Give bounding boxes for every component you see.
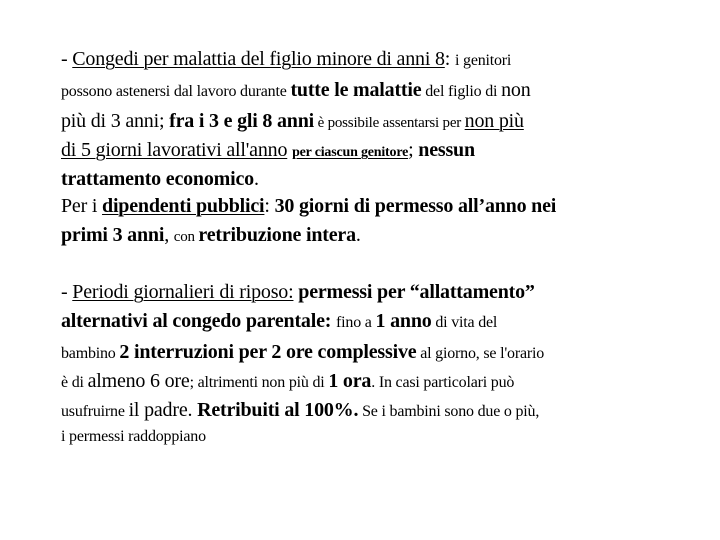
emphasis-tutte-malattie: tutte le malattie [290, 79, 422, 101]
text-run: . [355, 224, 361, 246]
text-run-almeno-6-ore: almeno 6 ore [87, 370, 190, 392]
emphasis-2: 2 [119, 341, 135, 363]
dash: - [61, 281, 73, 303]
text-run: più di 3 anni [61, 110, 159, 132]
underlined-per-ciascun-genitore: per ciascun genitore [292, 145, 409, 160]
text-run: ; [158, 110, 170, 132]
text-run: bambino [61, 345, 120, 362]
text-run: i genitori [454, 52, 512, 69]
text-run: , [164, 224, 174, 246]
text-line [61, 428, 206, 446]
text-line [61, 195, 556, 218]
text-line [61, 370, 514, 393]
underlined-dipendenti-pubblici: dipendenti pubblici [102, 195, 265, 217]
emphasis-interruzioni: interruzioni per 2 ore complessive [134, 341, 417, 363]
text-line [61, 224, 361, 247]
emphasis-retribuiti-100: Retribuiti al 100%. [197, 399, 359, 421]
text-run: è di [61, 374, 88, 391]
text-line [61, 139, 475, 162]
dash: - [61, 48, 73, 70]
emphasis-retribuzione-intera: retribuzione intera [198, 224, 356, 246]
text-run: ; [408, 139, 419, 161]
text-run: possono astenersi dal lavoro durante [61, 83, 291, 100]
text-run: fino a [336, 314, 376, 331]
text-run-il-padre: il padre. [128, 399, 198, 421]
underlined-5-giorni: di 5 giorni lavorativi all'anno [61, 139, 288, 161]
emphasis-alternativi: alternativi al congedo parentale: [61, 310, 337, 332]
heading-periodi-riposo: Periodi giornalieri di riposo: [72, 281, 294, 303]
emphasis-primi-3-anni: primi 3 anni [61, 224, 165, 246]
emphasis-fra-3-8-anni: fra i 3 e gli 8 anni [169, 110, 315, 132]
text-run: : [264, 195, 275, 217]
text-run: ; altrimenti non più di [189, 374, 329, 391]
text-line [61, 341, 544, 364]
text-line [61, 310, 497, 333]
emphasis-1-ora: 1 ora [328, 370, 372, 392]
text-run: . In casi particolari può [371, 374, 515, 391]
emphasis-nessun: nessun [418, 139, 475, 161]
text-run: non [501, 79, 531, 101]
text-run: . [253, 168, 259, 190]
heading-congedi-malattia: Congedi per malattia del figlio minore di anni 8 [72, 48, 445, 70]
text-run: i permessi raddoppiano [61, 428, 206, 445]
text-run: di vita del [431, 314, 498, 331]
text-run: Se i bambini sono due o più, [358, 403, 540, 420]
emphasis-30-giorni: 30 giorni di permesso all’anno nei [274, 195, 557, 217]
text-run: Per i [61, 195, 103, 217]
emphasis-allattamento: permessi per “allattamento” [298, 281, 535, 303]
text-line [61, 281, 535, 304]
text-run: del figlio di [421, 83, 502, 100]
text-line [61, 168, 259, 191]
text-run: è possibile assentarsi per [314, 115, 465, 131]
emphasis-1-anno: 1 anno [375, 310, 432, 332]
underlined-non-piu: non più [464, 110, 524, 132]
text-line [61, 48, 511, 71]
colon: : [444, 48, 455, 70]
text-run: al giorno, se l'orario [416, 345, 545, 362]
text-line [61, 79, 531, 102]
emphasis-trattamento-economico: trattamento economico [61, 168, 254, 190]
text-line [61, 110, 524, 133]
text-run: con [173, 229, 199, 245]
text-line [61, 399, 539, 422]
text-run: usufruirne [61, 403, 129, 420]
